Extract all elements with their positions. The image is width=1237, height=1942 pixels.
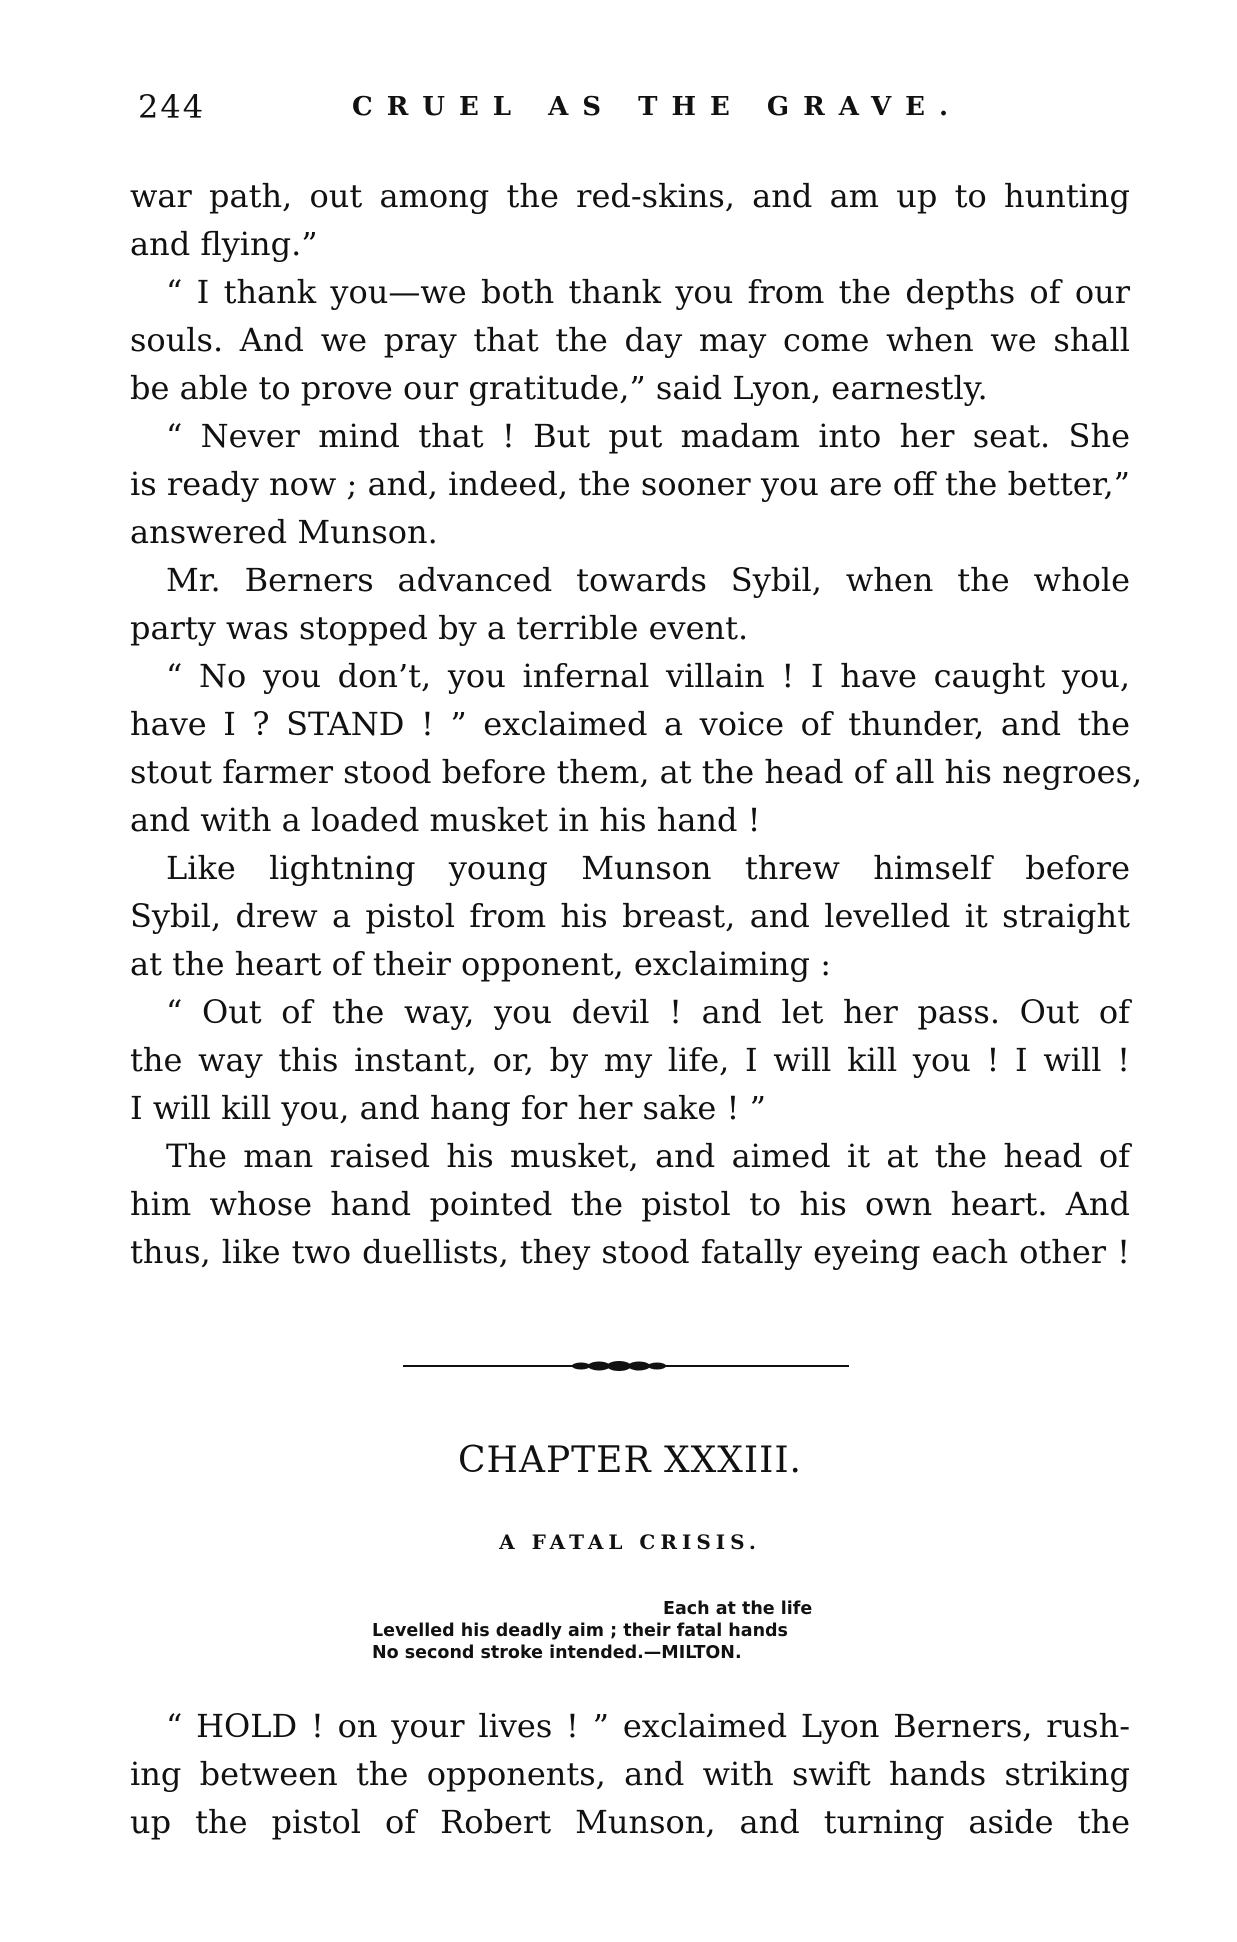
epigraph-line: Each at the life [663,1599,813,1619]
text-line: “ HOLD ! on your lives ! ” exclaimed Lyon Berners, rush- [166,1707,1130,1745]
section-divider-ornament [403,1360,849,1372]
page-header [130,88,1130,128]
text-line: I will kill you, and hang for her sake ! ” [130,1089,766,1127]
running-title: CRUEL AS THE GRAVE. [352,92,963,122]
text-line: answered Munson. [130,513,438,551]
text-line: “ Never mind that ! But put madam into her seat. She [166,417,1130,455]
text-line: thus, like two duellists, they stood fatally eyeing each other ! [130,1233,1130,1271]
page-number: 244 [138,88,206,126]
chapter-title: CHAPTER XXXIII. [458,1440,802,1481]
text-line: and flying.” [130,225,318,263]
epigraph-line: No second stroke intended.—MILTON. [372,1643,742,1663]
text-line: party was stopped by a terrible event. [130,609,749,647]
body-text [130,172,1143,1276]
text-line: Like lightning young Munson threw himself before [166,849,1130,887]
text-line: up the pistol of Robert Munson, and turning aside the [130,1803,1130,1841]
text-line: “ I thank you—we both thank you from the depths of our [166,273,1130,311]
text-line: Sybil, drew a pistol from his breast, and levelled it straight [130,897,1130,935]
text-line: Mr. Berners advanced towards Sybil, when the whole [166,561,1130,599]
text-line: at the heart of their opponent, exclaiming : [130,945,831,983]
chapter-subtitle: A FATAL CRISIS. [499,1530,761,1554]
text-line: is ready now ; and, indeed, the sooner you are off the better,” [130,465,1130,503]
text-line: “ Out of the way, you devil ! and let her pass. Out of [166,993,1130,1031]
chapter-opening-text [130,1702,1130,1846]
text-line: have I ? STAND ! ” exclaimed a voice of thunder, and the [130,705,1130,743]
text-line: him whose hand pointed the pistol to his own heart. And [130,1185,1130,1223]
text-line: “ No you don’t, you infernal villain ! I have caught you, [166,657,1130,695]
text-line: war path, out among the red-skins, and am up to hunting [130,177,1130,215]
epigraph-line: Levelled his deadly aim ; their fatal hands [372,1621,788,1641]
text-line: and with a loaded musket in his hand ! [130,801,761,839]
text-line: souls. And we pray that the day may come when we shall [130,321,1130,359]
text-line: ing between the opponents, and with swift hands striking [130,1755,1130,1793]
text-line: be able to prove our gratitude,” said Lyon, earnestly. [130,369,988,407]
epigraph [372,1598,892,1664]
text-line: the way this instant, or, by my life, I will kill you ! I will ! [130,1041,1130,1079]
text-line: stout farmer stood before them, at the head of all his negroes, [130,753,1143,791]
text-line: The man raised his musket, and aimed it at the head of [166,1137,1130,1175]
